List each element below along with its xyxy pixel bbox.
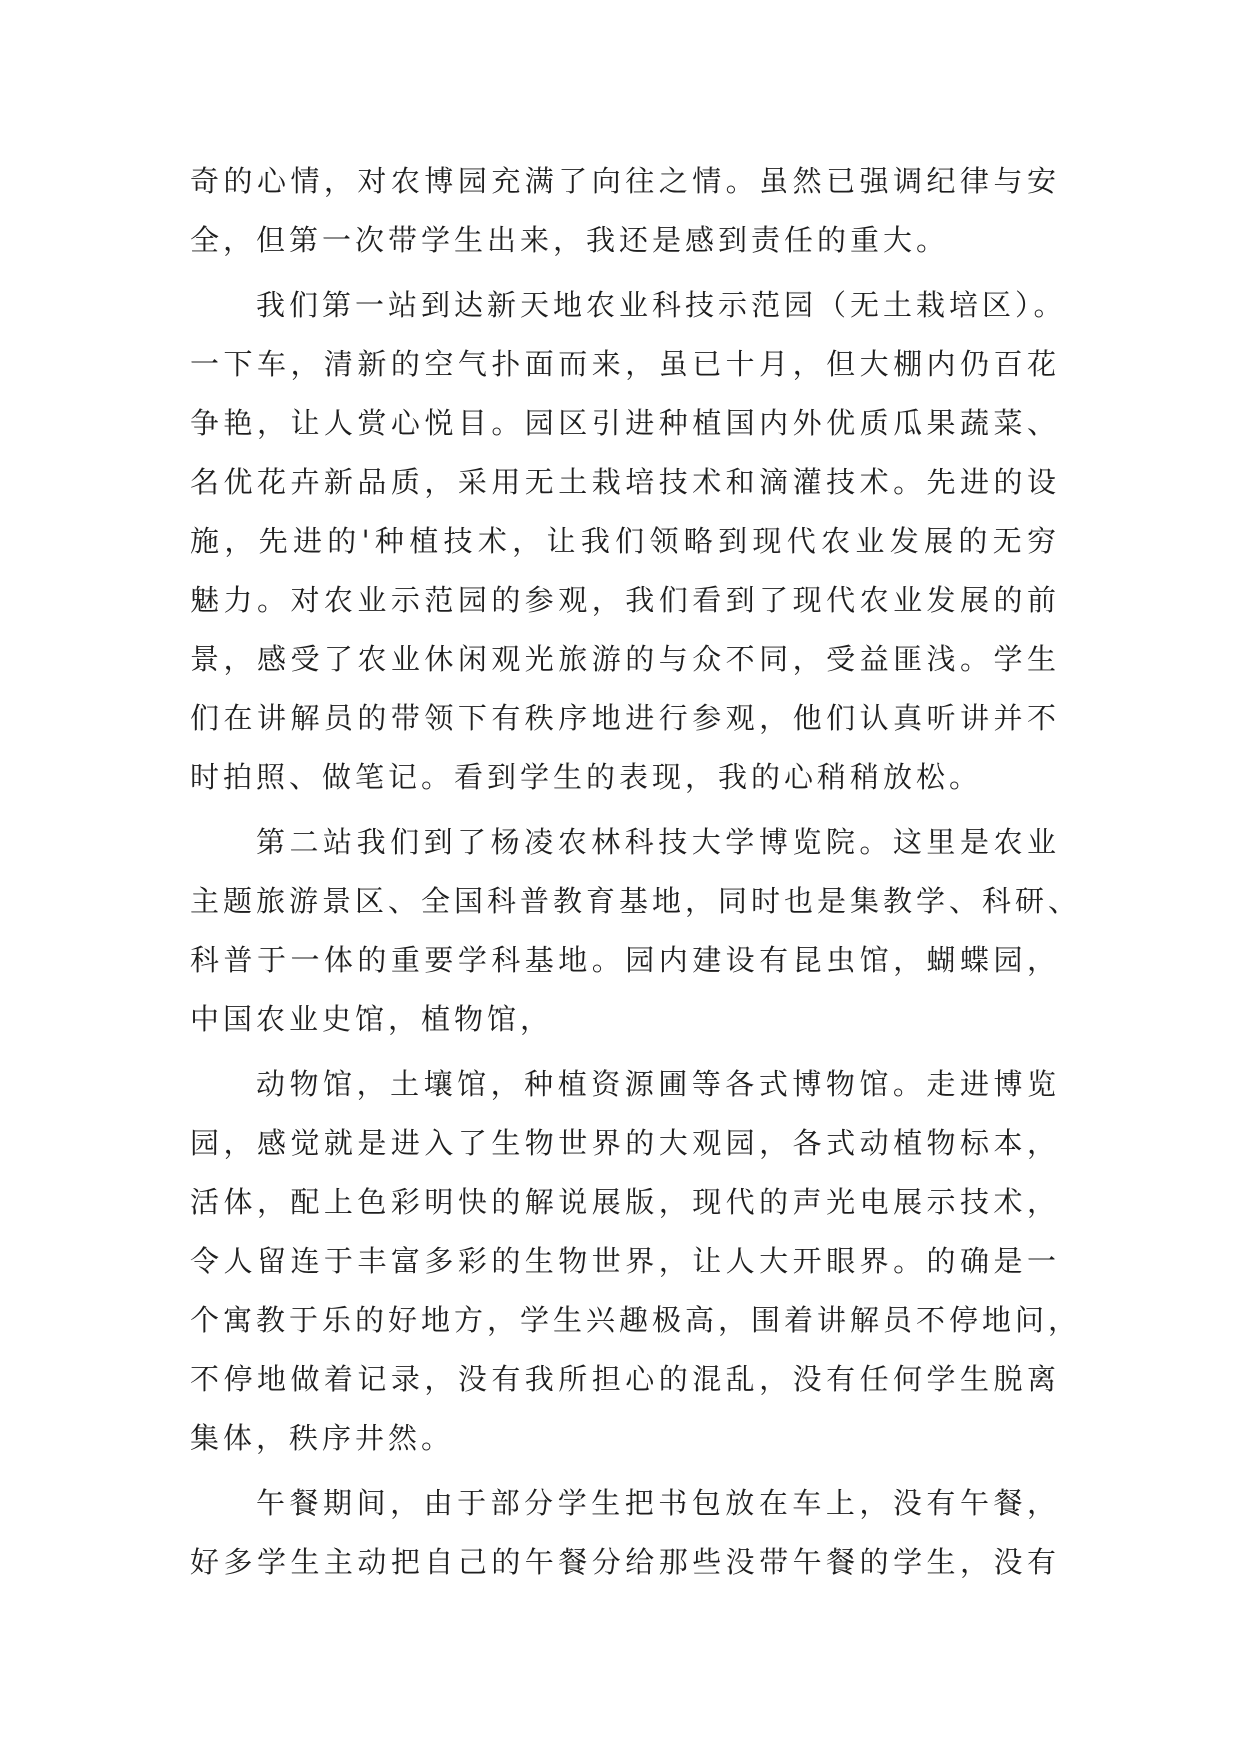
body-text bbox=[190, 152, 1082, 1592]
text-line: 个寓教于乐的好地方，学生兴趣极高，围着讲解员不停地问， bbox=[190, 1303, 1082, 1337]
text-line: 不停地做着记录，没有我所担心的混乱，没有任何学生脱离 bbox=[190, 1362, 1060, 1396]
text-line: 集体，秩序井然。 bbox=[190, 1421, 455, 1455]
text-line: 名优花卉新品质，采用无土栽培技术和滴灌技术。先进的设 bbox=[190, 465, 1060, 499]
text-line: 园，感觉就是进入了生物世界的大观园，各式动植物标本， bbox=[190, 1126, 1060, 1160]
text-line: 施，先进的'种植技术，让我们领略到现代农业发展的无穷 bbox=[190, 524, 1060, 558]
paragraph-4 bbox=[190, 1055, 1082, 1468]
text-line: 景，感受了农业休闲观光旅游的与众不同，受益匪浅。学生 bbox=[190, 642, 1060, 676]
text-line: 我们第一站到达新天地农业科技示范园（无土栽培区）。 bbox=[256, 288, 1067, 322]
text-line: 全，但第一次带学生出来，我还是感到责任的重大。 bbox=[190, 223, 950, 257]
text-line: 第二站我们到了杨凌农林科技大学博览院。这里是农业 bbox=[256, 825, 1060, 859]
paragraph-2 bbox=[190, 276, 1067, 807]
text-line: 午餐期间，由于部分学生把书包放在车上，没有午餐， bbox=[256, 1486, 1060, 1520]
text-line: 争艳，让人赏心悦目。园区引进种植国内外优质瓜果蔬菜、 bbox=[190, 406, 1060, 440]
text-line: 动物馆，土壤馆，种植资源圃等各式博物馆。走进博览 bbox=[256, 1067, 1060, 1101]
paragraph-3 bbox=[190, 813, 1082, 1049]
text-line: 主题旅游景区、全国科普教育基地，同时也是集教学、科研、 bbox=[190, 884, 1082, 918]
text-line: 们在讲解员的带领下有秩序地进行参观，他们认真听讲并不 bbox=[190, 701, 1060, 735]
text-line: 活体，配上色彩明快的解说展版，现代的声光电展示技术， bbox=[190, 1185, 1060, 1219]
paragraph-5 bbox=[190, 1474, 1060, 1592]
text-line: 中国农业史馆，植物馆， bbox=[190, 1002, 554, 1036]
text-line: 一下车，清新的空气扑面而来，虽已十月，但大棚内仍百花 bbox=[190, 347, 1060, 381]
text-line: 奇的心情，对农博园充满了向往之情。虽然已强调纪律与安 bbox=[190, 164, 1060, 198]
text-line: 好多学生主动把自己的午餐分给那些没带午餐的学生，没有 bbox=[190, 1545, 1060, 1579]
text-line: 魅力。对农业示范园的参观，我们看到了现代农业发展的前 bbox=[190, 583, 1060, 617]
text-line: 科普于一体的重要学科基地。园内建设有昆虫馆，蝴蝶园， bbox=[190, 943, 1060, 977]
text-line: 令人留连于丰富多彩的生物世界，让人大开眼界。的确是一 bbox=[190, 1244, 1060, 1278]
paragraph-1 bbox=[190, 152, 1060, 270]
text-line: 时拍照、做笔记。看到学生的表现，我的心稍稍放松。 bbox=[190, 760, 983, 794]
